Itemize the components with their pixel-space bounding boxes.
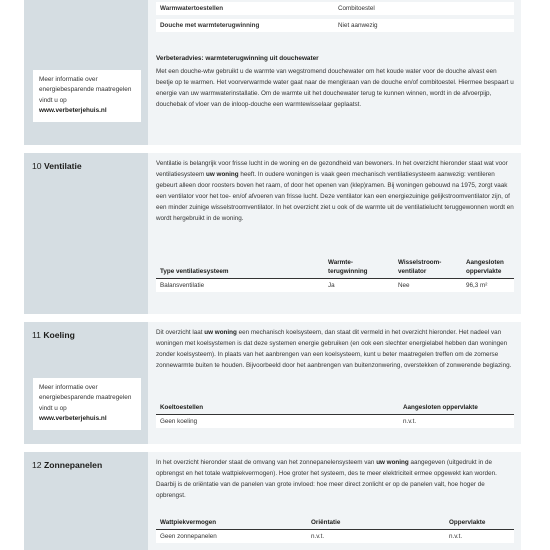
info-link[interactable]: www.verbeterjehuis.nl xyxy=(39,107,107,115)
table-cell: Geen zonnepanelen xyxy=(156,530,307,546)
text-part: In het overzicht hieronder staat de omvang van het zonnepanelensysteem van xyxy=(156,459,377,466)
info-text: Meer informatie over energiebesparende maatregelen vindt u op xyxy=(39,76,132,104)
column-header: Koeltoestellen xyxy=(156,401,399,415)
section-title xyxy=(32,330,75,340)
section-number: 11 xyxy=(32,330,41,340)
section-title-text: Ventilatie xyxy=(43,161,82,171)
section-text xyxy=(156,328,514,372)
column-header: Warmte-terugwinning xyxy=(324,256,394,279)
table-cell: Balansventilatie xyxy=(156,279,324,295)
text-part: Dit overzicht laat xyxy=(156,329,205,336)
table-cell: 96,3 m² xyxy=(462,279,514,295)
info-box xyxy=(33,70,141,122)
section-text xyxy=(156,458,514,502)
column-header: Aangesloten oppervlakte xyxy=(462,256,514,279)
column-header: Wisselstroom-ventilator xyxy=(394,256,462,279)
text-part: een mechanisch koelsysteem, dan staat dit vermeld in het overzicht hieronder. Het nadeel van woningen met koelsystemen is dat deze systemen energie gebruiken (en ook een slechter energielabel hebben dan woningen zonder koelsysteem). In plaats van het aanbrengen van een koelsysteem, kunt u beter maatregelen treffen om de zomerse zonnewarmte buiten te houden. Bijvoorbeeld door het aanbrengen van buitenzonwering, overstekken of zonwerende beglazing. xyxy=(156,329,512,369)
text-bold: uw woning xyxy=(376,459,409,466)
table-cell: Nee xyxy=(394,279,462,295)
section-zonnepanelen xyxy=(24,452,521,550)
table-cell: Geen koeling xyxy=(156,415,399,431)
text-part: aangegeven (uitgedrukt in de opbrengst en het totale wattpiekvermogen). Hoe groter het systeem, des te meer elektriciteit ermee opgewekt kan worden. Daarbij is de oriëntatie van de panelen van grote invloed: hoe meer direct zonlicht er op de panelen valt, hoe hoger de opbrengst. xyxy=(156,459,497,499)
table-row xyxy=(156,2,514,17)
table-header-row xyxy=(156,401,514,415)
table-cell: Niet aanwezig xyxy=(334,17,514,34)
table-cell: Ja xyxy=(324,279,394,295)
table-cell: Douche met warmteterugwinning xyxy=(156,17,334,34)
section-ventilatie xyxy=(24,153,521,314)
info-text: Meer informatie over energiebesparende maatregelen vindt u op xyxy=(39,384,132,412)
zonnepanelen-table xyxy=(156,516,514,547)
text-bold: uw woning xyxy=(206,170,239,178)
info-box xyxy=(33,378,141,430)
section-sidebar xyxy=(24,153,148,314)
column-header: Oppervlakte xyxy=(445,516,514,530)
text-part: heeft. In oudere woningen is vaak geen mechanisch ventilatiesysteem aanwezig: ventileren gebeurt alleen door roosters boven het raam, of door het openen van (klep)ramen. Bij woningen gebouwd na 1975, zorgt vaak een ventilator voor het toe- en/of afvoeren van frisse lucht. Deze ventilator kan een energiezuinige gelijkstroomventilator zijn, of een minder zuinige wisselstroomventilator. In het overzicht ziet u ook of de warmte uit de ventilatielucht teruggewonnen wordt en wordt hergebruikt in de woning. xyxy=(156,170,514,222)
section-warm-water xyxy=(24,0,521,145)
section-text xyxy=(156,159,514,224)
section-sidebar xyxy=(24,452,148,550)
section-main xyxy=(148,452,521,550)
section-title-text: Zonnepanelen xyxy=(43,460,103,470)
section-main xyxy=(148,0,521,145)
table-cell: n.v.t. xyxy=(399,415,514,431)
info-link[interactable]: www.verbeterjehuis.nl xyxy=(39,415,107,423)
advice-text: Met een douche-wtw gebruikt u de warmte van wegstromend douchewater om het koude water voor de douche alvast een beetje op te warmen. Het voorverwarmde water gaat naar de mengkraan van de douche en/of combitoestel. Hiermee bespaart u energie van uw warmwaterinstallatie. Om de warmte uit het douchewater terug te kunnen winnen, wordt in de afvoerpijp, douchebak of vloer van de inloop-douche een warmtewisselaar geplaatst. xyxy=(156,68,514,108)
section-number: 10 xyxy=(32,161,42,171)
table-header-row xyxy=(156,256,514,279)
table-row xyxy=(156,530,514,546)
section-sidebar xyxy=(24,0,148,145)
section-koeling xyxy=(24,322,521,444)
table-cell: Combitoestel xyxy=(334,2,514,17)
table-cell: n.v.t. xyxy=(307,530,445,546)
table-row xyxy=(156,17,514,34)
column-header: Aangesloten oppervlakte xyxy=(399,401,514,415)
section-title xyxy=(32,161,82,171)
table-header-row xyxy=(156,516,514,530)
ventilatie-table xyxy=(156,256,514,296)
table-row xyxy=(156,415,514,431)
document-page xyxy=(24,0,521,550)
section-main xyxy=(148,153,521,314)
section-number: 12 xyxy=(32,460,42,470)
table-row xyxy=(156,279,514,295)
koeling-table xyxy=(156,401,514,432)
section-title-text: Koeling xyxy=(43,330,75,340)
column-header: Type ventilatiesysteem xyxy=(156,256,324,279)
section-main xyxy=(148,322,521,444)
advice-title: Verbeteradvies: warmteterugwinning uit douchewater xyxy=(156,55,319,62)
table-cell: Warmwatertoestellen xyxy=(156,2,334,17)
column-header: Wattpiekvermogen xyxy=(156,516,307,530)
column-header: Oriëntatie xyxy=(307,516,445,530)
text-part: Ventilatie is belangrijk voor frisse lucht in de woning en de gezondheid van bewoners. In het overzicht hieronder staat wat voor ventilatiesysteem xyxy=(156,160,508,178)
warm-water-table xyxy=(156,2,514,36)
text-bold: uw woning xyxy=(204,329,237,336)
section-title xyxy=(32,460,102,470)
section-sidebar xyxy=(24,322,148,444)
table-cell: n.v.t. xyxy=(445,530,514,546)
